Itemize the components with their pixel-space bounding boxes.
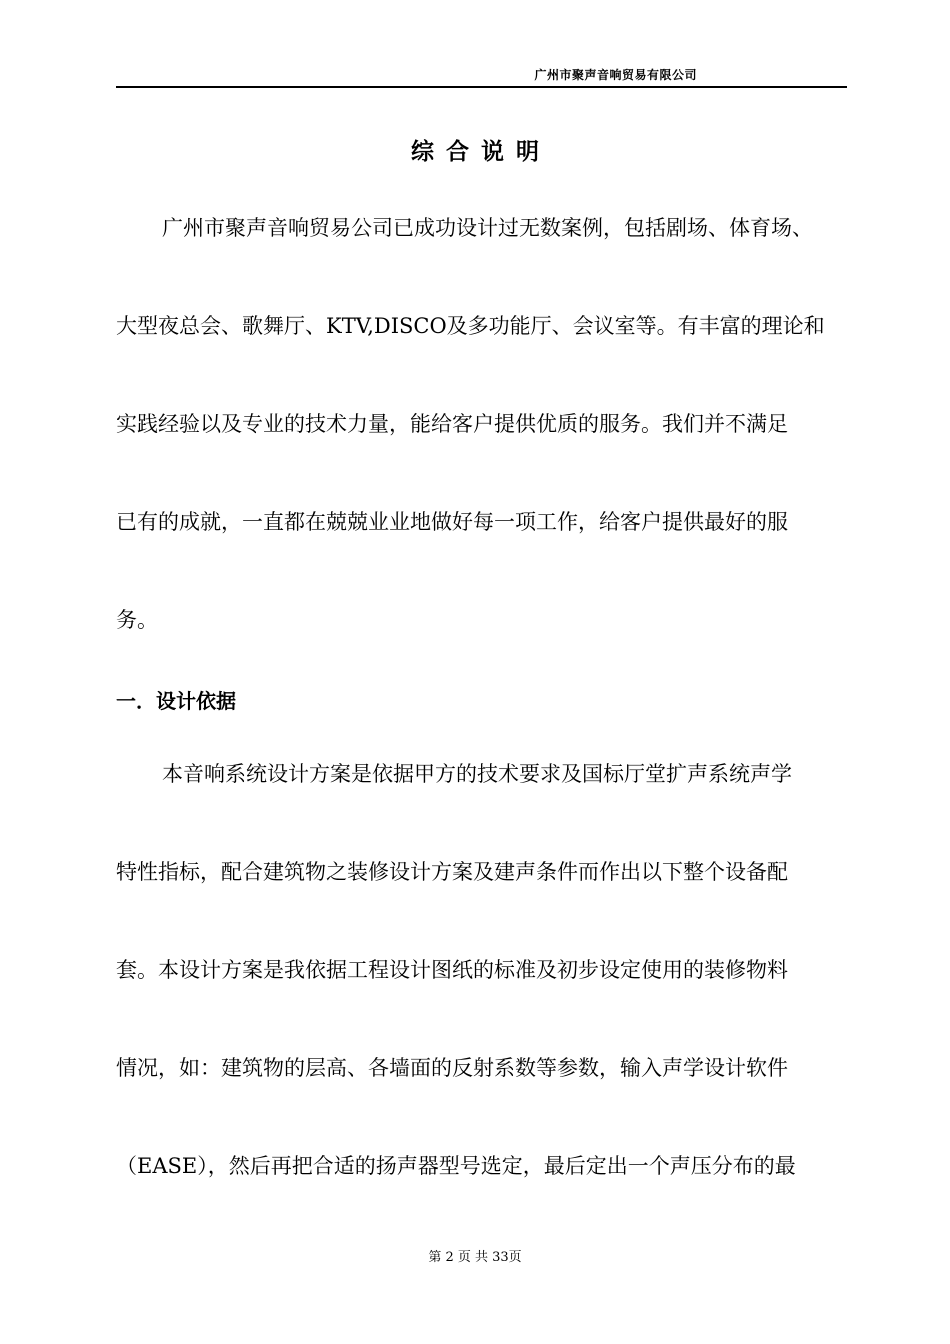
intro-line-2: 大型夜总会、歌舞厅、KTV,DISCO及多功能厅、会议室等。有丰富的理论和 bbox=[116, 314, 825, 338]
intro-line-3: 实践经验以及专业的技术力量，能给客户提供优质的服务。我们并不满足 bbox=[116, 412, 788, 436]
section-heading-design-basis: 一．设计依据 bbox=[116, 689, 236, 713]
section1-line-1: 本音响系统设计方案是依据甲方的技术要求及国标厅堂扩声系统声学 bbox=[162, 762, 792, 786]
section1-line-5: （EASE），然后再把合适的扬声器型号选定，最后定出一个声压分布的最 bbox=[116, 1154, 796, 1178]
page-title: 综合说明 bbox=[411, 139, 551, 165]
section1-line-4: 情况，如：建筑物的层高、各墙面的反射系数等参数，输入声学设计软件 bbox=[116, 1056, 788, 1080]
page-number-footer: 第 2 页 共 33页 bbox=[428, 1250, 522, 1265]
section1-line-3: 套。本设计方案是我依据工程设计图纸的标准及初步设定使用的装修物料 bbox=[116, 958, 788, 982]
header-divider bbox=[116, 86, 847, 88]
intro-line-4: 已有的成就，一直都在兢兢业业地做好每一项工作，给客户提供最好的服 bbox=[116, 510, 788, 534]
intro-line-1: 广州市聚声音响贸易公司已成功设计过无数案例，包括剧场、体育场、 bbox=[162, 216, 813, 240]
header-company-name: 广州市聚声音响贸易有限公司 bbox=[534, 68, 697, 82]
section1-line-2: 特性指标，配合建筑物之装修设计方案及建声条件而作出以下整个设备配 bbox=[116, 860, 788, 884]
intro-line-5: 务。 bbox=[116, 608, 158, 632]
